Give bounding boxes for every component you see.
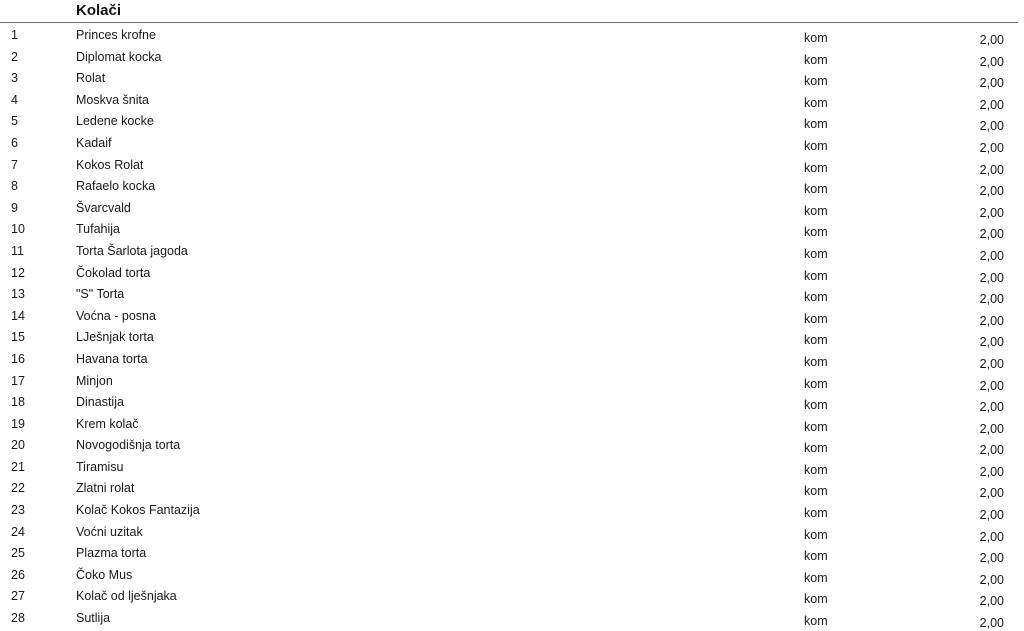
item-name: Voćni uzitak <box>76 524 143 539</box>
list-item <box>0 132 1024 154</box>
item-number: 19 <box>11 416 25 431</box>
item-number: 16 <box>11 351 25 366</box>
item-name: Torta Šarlota jagoda <box>76 243 188 258</box>
item-quantity: 2,00 <box>979 248 1004 263</box>
item-unit: kom <box>804 95 828 110</box>
item-unit: kom <box>804 570 828 585</box>
list-item <box>0 67 1024 89</box>
item-number: 6 <box>11 135 18 150</box>
item-name: Novogodišnja torta <box>76 438 181 453</box>
item-unit: kom <box>804 376 828 391</box>
item-quantity: 2,00 <box>979 33 1004 47</box>
item-quantity: 2,00 <box>979 205 1004 220</box>
item-unit: kom <box>804 117 828 132</box>
item-quantity: 2,00 <box>979 140 1004 155</box>
item-number: 17 <box>11 373 25 388</box>
item-quantity: 2,00 <box>979 313 1004 328</box>
list-item <box>0 521 1024 543</box>
list-item <box>0 542 1024 564</box>
item-number: 22 <box>11 481 25 496</box>
item-name: Minjon <box>76 373 113 388</box>
list-item <box>0 585 1024 607</box>
item-number: 24 <box>11 524 25 539</box>
item-unit: kom <box>804 441 828 456</box>
item-unit: kom <box>804 268 828 283</box>
item-list <box>0 24 1024 629</box>
item-unit: kom <box>804 527 828 542</box>
item-quantity: 2,00 <box>979 54 1004 69</box>
item-number: 11 <box>11 243 24 258</box>
item-name: Rafaelo kocka <box>76 179 156 194</box>
list-item <box>0 240 1024 262</box>
item-unit: kom <box>804 246 828 261</box>
item-quantity: 2,00 <box>979 378 1004 393</box>
item-name: LJešnjak torta <box>76 330 154 345</box>
item-number: 23 <box>11 503 25 518</box>
item-quantity: 2,00 <box>979 184 1004 199</box>
item-unit: kom <box>804 419 828 434</box>
item-name: Plazma torta <box>76 546 147 561</box>
item-unit: kom <box>804 354 828 369</box>
list-item <box>0 283 1024 305</box>
item-name: Ledene kocke <box>76 114 154 129</box>
item-name: Princes krofne <box>76 28 156 42</box>
section-title: Kolači <box>76 2 122 19</box>
item-number: 25 <box>11 546 25 561</box>
item-quantity: 2,00 <box>979 464 1004 479</box>
item-name: Tiramisu <box>76 459 124 474</box>
list-item <box>0 348 1024 370</box>
item-unit: kom <box>804 160 828 175</box>
item-quantity: 2,00 <box>979 486 1004 501</box>
list-item <box>0 434 1024 456</box>
item-unit: kom <box>804 182 828 197</box>
item-name: Havana torta <box>76 351 148 366</box>
item-quantity: 2,00 <box>979 529 1004 544</box>
item-number: 7 <box>11 157 18 172</box>
item-unit: kom <box>804 462 828 477</box>
item-name: Tufahija <box>76 222 121 237</box>
item-number: 20 <box>11 438 25 453</box>
item-number: 26 <box>11 567 25 582</box>
item-number: 28 <box>11 611 25 626</box>
item-quantity: 2,00 <box>979 594 1004 609</box>
list-item <box>0 370 1024 392</box>
item-unit: kom <box>804 614 828 629</box>
item-unit: kom <box>804 74 828 89</box>
item-number: 2 <box>11 49 18 64</box>
item-unit: kom <box>804 549 828 564</box>
item-unit: kom <box>804 225 828 240</box>
list-item <box>0 218 1024 240</box>
item-name: "S" Torta <box>76 287 125 302</box>
item-quantity: 2,00 <box>979 97 1004 112</box>
item-number: 8 <box>11 179 18 194</box>
item-number: 14 <box>11 308 25 323</box>
item-name: Kokos Rolat <box>76 157 144 172</box>
item-number: 21 <box>11 459 25 474</box>
item-number: 3 <box>11 71 18 86</box>
item-unit: kom <box>804 311 828 326</box>
item-unit: kom <box>804 592 828 607</box>
list-item <box>0 477 1024 499</box>
list-item <box>0 89 1024 111</box>
list-item <box>0 110 1024 132</box>
list-item <box>0 175 1024 197</box>
item-unit: kom <box>804 398 828 413</box>
item-quantity: 2,00 <box>979 162 1004 177</box>
item-number: 27 <box>11 589 25 604</box>
item-name: Voćna - posna <box>76 308 156 323</box>
item-unit: kom <box>804 290 828 305</box>
item-number: 5 <box>11 114 18 129</box>
list-item <box>0 607 1024 629</box>
item-unit: kom <box>804 31 828 45</box>
item-unit: kom <box>804 484 828 499</box>
list-item <box>0 413 1024 435</box>
item-name: Krem kolač <box>76 416 139 431</box>
list-item <box>0 391 1024 413</box>
item-unit: kom <box>804 138 828 153</box>
list-item <box>0 154 1024 176</box>
item-quantity: 2,00 <box>979 76 1004 91</box>
item-name: Kadaif <box>76 135 112 150</box>
item-quantity: 2,00 <box>979 292 1004 307</box>
item-number: 4 <box>11 92 18 107</box>
item-quantity: 2,00 <box>979 443 1004 458</box>
item-quantity: 2,00 <box>979 551 1004 566</box>
item-unit: kom <box>804 203 828 218</box>
list-item <box>0 326 1024 348</box>
item-name: Moskva šnita <box>76 92 149 107</box>
item-unit: kom <box>804 506 828 521</box>
item-number: 10 <box>11 222 25 237</box>
item-number: 15 <box>11 330 25 345</box>
item-number: 13 <box>11 287 25 302</box>
list-item <box>0 564 1024 586</box>
item-quantity: 2,00 <box>979 227 1004 242</box>
item-quantity: 2,00 <box>979 400 1004 415</box>
list-item <box>0 24 1024 46</box>
item-name: Zlatni rolat <box>76 481 135 496</box>
item-quantity: 2,00 <box>979 616 1004 631</box>
list-item <box>0 456 1024 478</box>
item-name: Švarcvald <box>76 200 131 215</box>
item-quantity: 2,00 <box>979 335 1004 350</box>
title-rule <box>0 22 1018 23</box>
list-item <box>0 46 1024 68</box>
list-item <box>0 305 1024 327</box>
item-name: Čoko Mus <box>76 567 133 582</box>
list-item <box>0 197 1024 219</box>
item-name: Diplomat kocka <box>76 49 162 64</box>
item-name: Kolač Kokos Fantazija <box>76 503 200 518</box>
item-number: 9 <box>11 200 18 215</box>
list-item <box>0 499 1024 521</box>
item-number: 1 <box>11 28 18 42</box>
item-quantity: 2,00 <box>979 119 1004 134</box>
item-quantity: 2,00 <box>979 270 1004 285</box>
item-name: Kolač od lješnjaka <box>76 589 177 604</box>
item-number: 18 <box>11 395 25 410</box>
item-name: Dinastija <box>76 395 124 410</box>
item-quantity: 2,00 <box>979 508 1004 523</box>
item-quantity: 2,00 <box>979 356 1004 371</box>
item-unit: kom <box>804 52 828 67</box>
item-name: Rolat <box>76 71 106 86</box>
item-quantity: 2,00 <box>979 572 1004 587</box>
item-number: 12 <box>11 265 25 280</box>
item-quantity: 2,00 <box>979 421 1004 436</box>
item-unit: kom <box>804 333 828 348</box>
item-name: Čokolad torta <box>76 265 151 280</box>
item-name: Sutlija <box>76 611 111 626</box>
list-item <box>0 262 1024 284</box>
